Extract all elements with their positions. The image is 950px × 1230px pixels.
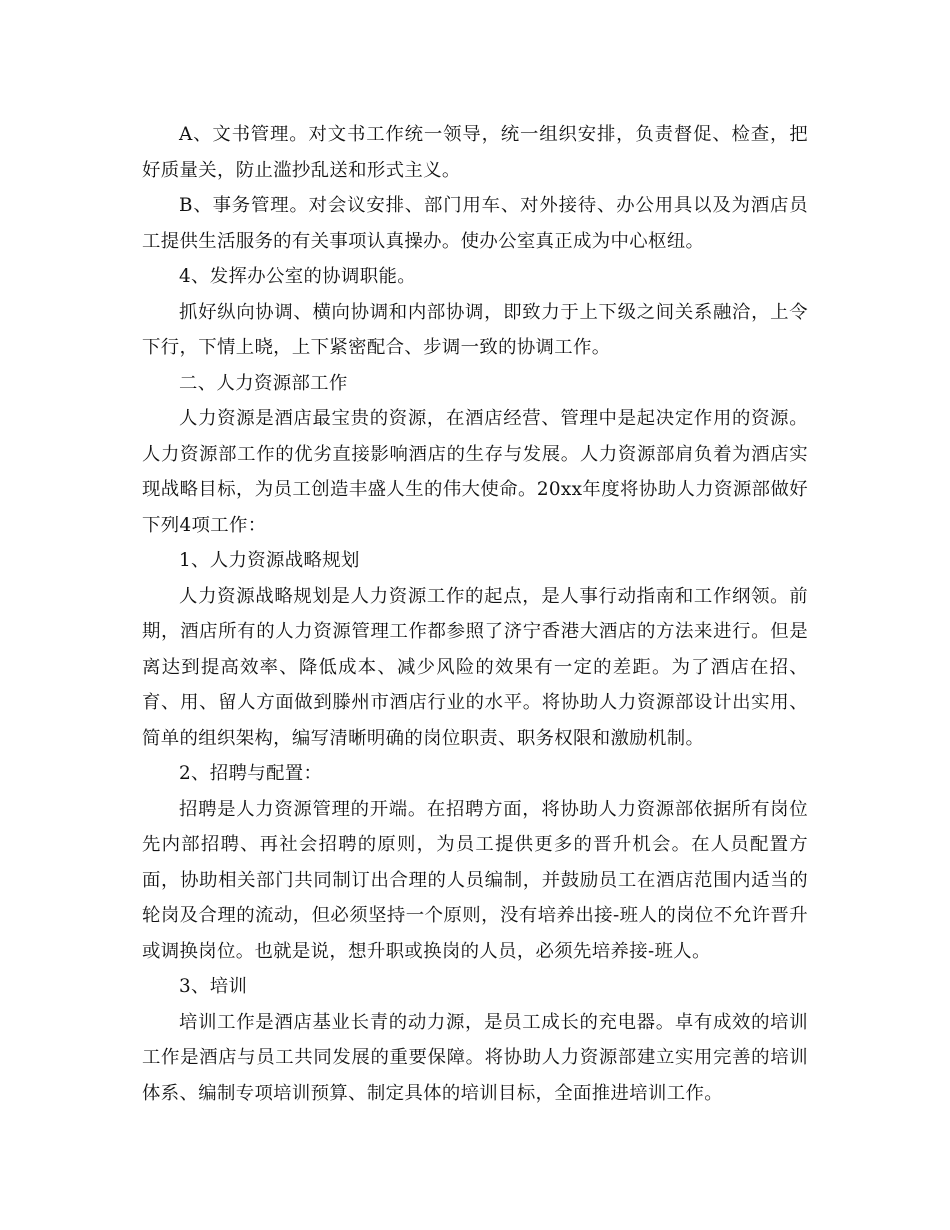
paragraph-document-management: A、文书管理。对文书工作统一领导，统一组织安排，负责督促、检查，把好质量关，防止滥抄乱送和形式主义。 — [142, 124, 808, 181]
paragraph-training: 培训工作是酒店基业长青的动力源，是员工成长的充电器。卓有成效的培训工作是酒店与员工共同发展的重要保障。将协助人力资源部建立实用完善的培训体系、编制专项培训预算、制定具体的培训目标，全面推进培训工作。 — [142, 1011, 808, 1104]
paragraph-affairs-management: B、事务管理。对会议安排、部门用车、对外接待、办公用具以及为酒店员工提供生活服务的有关事项认真操办。使办公室真正成为中心枢纽。 — [142, 195, 808, 252]
document-body — [142, 117, 808, 1111]
heading-hr-strategy: 1、人力资源战略规划 — [179, 550, 360, 571]
heading-coordination-function: 4、发挥办公室的协调职能。 — [179, 266, 416, 287]
paragraph-hr-intro: 人力资源是酒店最宝贵的资源，在酒店经营、管理中是起决定作用的资源。人力资源部工作的优劣直接影响酒店的生存与发展。人力资源部肩负着为酒店实现战略目标，为员工创造丰盛人生的伟大使命。20xx年度将协助人力资源部做好下列4项工作： — [142, 408, 808, 536]
heading-hr-department: 二、人力资源部工作 — [179, 372, 348, 394]
paragraph-hr-strategy: 人力资源战略规划是人力资源工作的起点，是人事行动指南和工作纲领。前期，酒店所有的人力资源管理工作都参照了济宁香港大酒店的方法来进行。但是离达到提高效率、降低成本、减少风险的效果有一定的差距。为了酒店在招、育、用、留人方面做到滕州市酒店行业的水平。将协助人力资源部设计出实用、简单的组织架构，编写清晰明确的岗位职责、职务权限和激励机制。 — [142, 585, 808, 749]
heading-training: 3、培训 — [179, 976, 248, 997]
heading-recruitment: 2、招聘与配置： — [179, 763, 323, 784]
paragraph-coordination: 抓好纵向协调、横向协调和内部协调，即致力于上下级之间关系融洽，上令下行，下情上晓，上下紧密配合、步调一致的协调工作。 — [142, 301, 808, 358]
paragraph-recruitment: 招聘是人力资源管理的开端。在招聘方面，将协助人力资源部依据所有岗位先内部招聘、再社会招聘的原则，为员工提供更多的晋升机会。在人员配置方面，协助相关部门共同制订出合理的人员编制，并鼓励员工在酒店范围内适当的轮岗及合理的流动，但必须坚持一个原则，没有培养出接-班人的岗位不允许晋升或调换岗位。也就是说，想升职或换岗的人员，必须先培养接-班人。 — [142, 798, 808, 962]
